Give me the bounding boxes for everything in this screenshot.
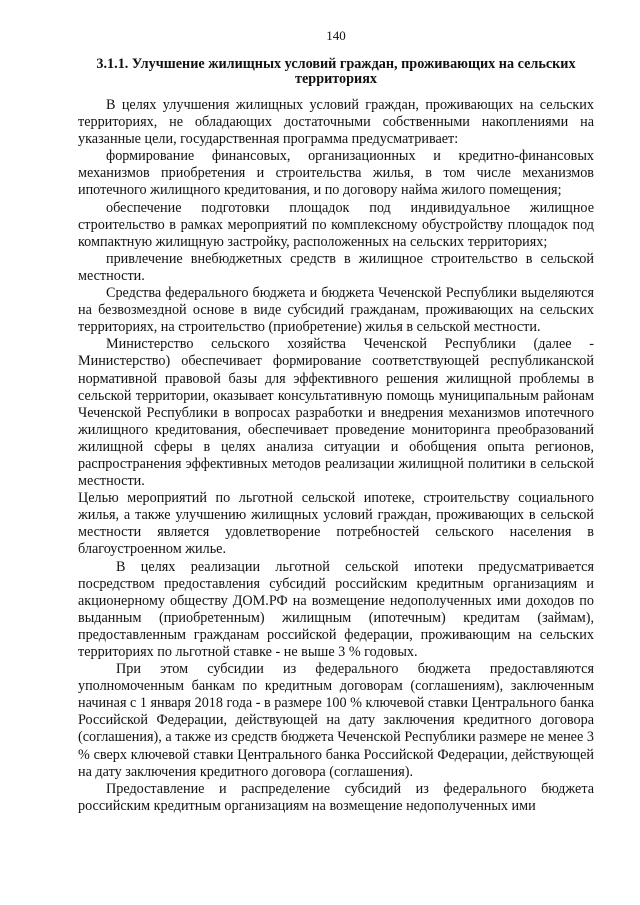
paragraph-budget-funds: Средства федерального бюджета и бюджета Чеченской Республики выделяются на безвозмездной основе в виде субсидий гражданам, проживающих на сельских территориях, на строительство (приобретение) жилья в сельской местности. <box>78 285 594 336</box>
paragraph-subsidy-terms: При этом субсидии из федерального бюджета предоставляются уполномоченным банкам по кредитным договорам (соглашениям), заключенным начиная с 1 января 2018 года - в размере 100 % ключевой ставки Центрального банка Российской Федерации, действующей на дату заключения кредитного договора (соглашения), а также из средств бюджета Чеченской Республики размере не менее 3 % сверх ключевой ставки Центрального банка Российской Федерации, действующей на дату заключения кредитного договора (соглашения). <box>78 661 594 780</box>
paragraph-item-extrabudgetary-funds: привлечение внебюджетных средств в жилищное строительство в сельской местности. <box>78 250 594 284</box>
paragraph-item-financial-mechanisms: формирование финансовых, организационных и кредитно-финансовых механизмов приобретения и строительства жилья, в том числе механизмов ипотечного жилищного кредитования, и по договору найма жилого помещения; <box>78 148 594 199</box>
paragraph-ministry: Министерство сельского хозяйства Чеченской Республики (далее - Министерство) обеспечивает формирование соответствующей республиканской нормативной правовой базы для эффективного решения жилищной проблемы в сельской территории, оказывает консультативную помощь муниципальным районам Чеченской Республики в вопросах разработки и внедрения механизмов ипотечного жилищного кредитования, обеспечивает проведение мониторинга преобразований жилищной сферы в целях анализа ситуации и обобщения опыта регионов, распространения эффективных методов реализации жилищной политики в сельской местности. <box>78 336 594 490</box>
paragraph-intro: В целях улучшения жилищных условий граждан, проживающих на сельских территориях, не обладающих достаточными собственными накоплениями на указанные цели, государственная программа предусматривает: <box>78 97 594 148</box>
paragraph-item-site-preparation: обеспечение подготовки площадок под индивидуальное жилищное строительство в рамках мероприятий по комплексному обустройству площадок под компактную жилищную застройку, расположенных на сельских территориях; <box>78 199 594 250</box>
page-number: 140 <box>326 28 346 43</box>
paragraph-mortgage-implementation: В целях реализации льготной сельской ипотеки предусматривается посредством предоставления субсидий российским кредитным организациям и акционерному обществу ДОМ.РФ на возмещение недополученных ими доходов по выданным (приобретенным) жилищным (ипотечным) кредитам (займам), предоставленным гражданам российской федерации, проживающим на сельских территориях по льготной ставке - не выше 3 % годовых. <box>78 558 594 660</box>
paragraph-mortgage-goal: Целью мероприятий по льготной сельской ипотеке, строительству социального жилья, а также улучшению жилищных условий граждан, проживающих в сельской местности является удовлетворение потребностей сельского населения в благоустроенном жилье. <box>78 490 594 558</box>
paragraph-subsidy-distribution: Предоставление и распределение субсидий из федерального бюджета российским кредитным организациям на возмещение недополученных ими <box>78 780 594 814</box>
section-title: 3.1.1. Улучшение жилищных условий граждан, проживающих на сельских территориях <box>96 56 576 87</box>
